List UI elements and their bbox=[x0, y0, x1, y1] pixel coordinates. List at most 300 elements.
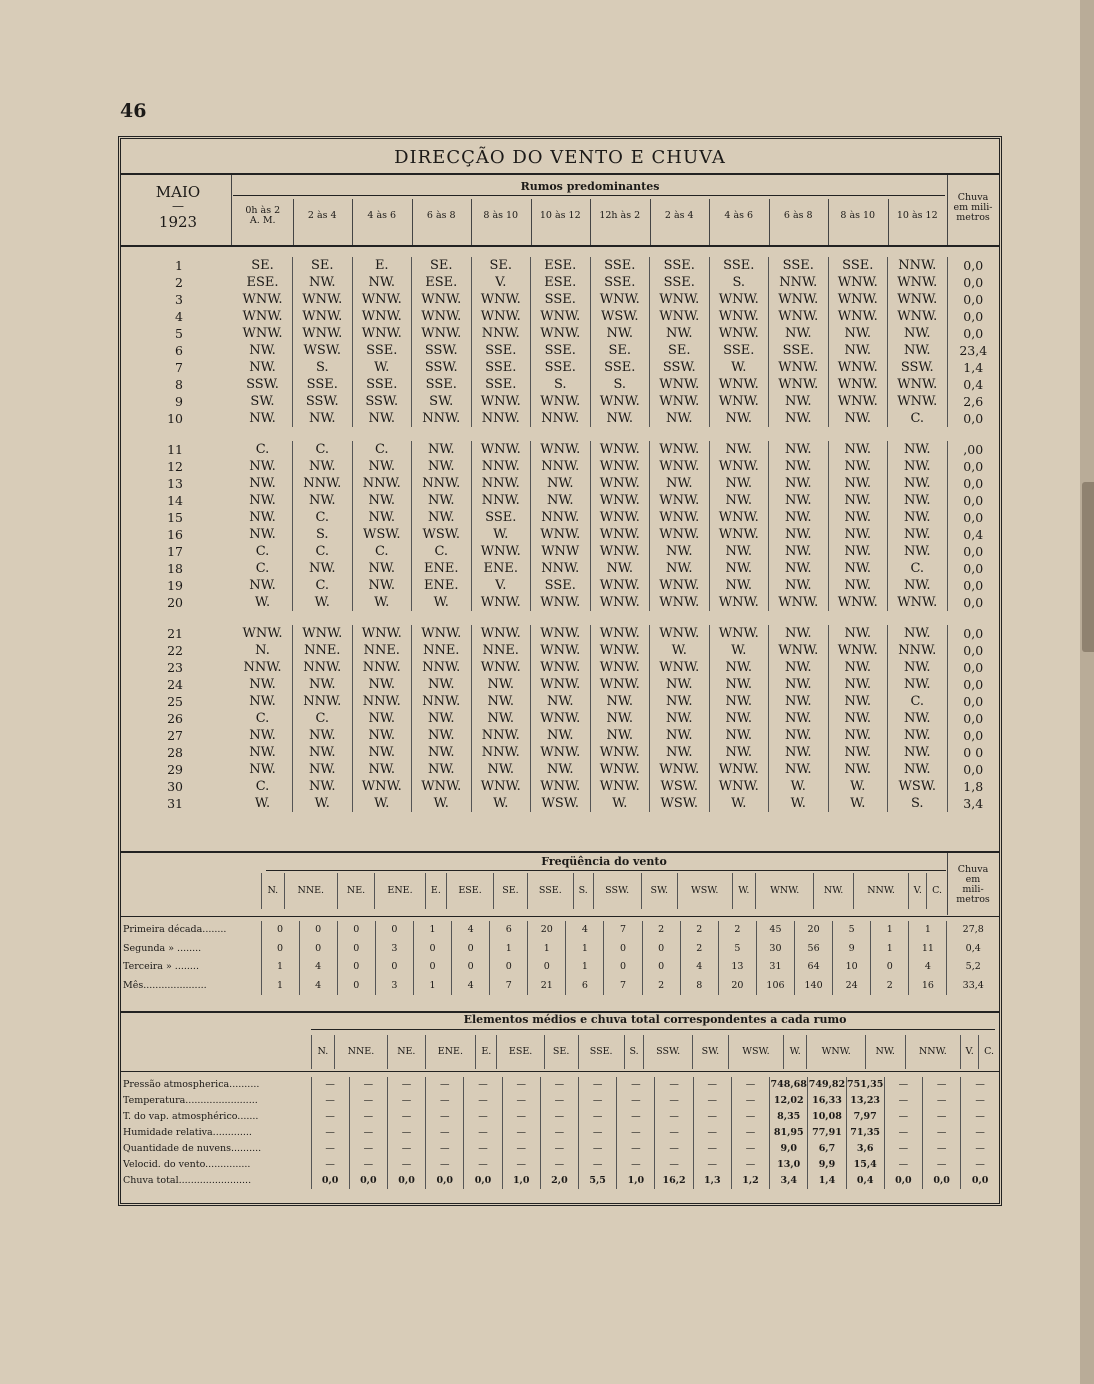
wind-cell: S. bbox=[910, 796, 924, 811]
wind-cell: NW. bbox=[590, 325, 650, 342]
wind-cell: WNW. bbox=[471, 308, 531, 325]
elem-cell: 77,91 bbox=[808, 1125, 846, 1141]
freq-cell: 4 bbox=[452, 977, 490, 996]
freq-dir-header bbox=[261, 873, 947, 909]
wind-cell: NW. bbox=[352, 744, 412, 761]
wind-cell: WNW. bbox=[709, 308, 769, 325]
wind-cell: NW. bbox=[769, 659, 829, 676]
elem-cell: — bbox=[579, 1157, 617, 1173]
wind-cell: WNW. bbox=[531, 676, 591, 693]
wind-cell: NNW. bbox=[531, 560, 591, 577]
wind-cell: NW. bbox=[903, 626, 931, 641]
wind-cell: NW. bbox=[903, 510, 931, 525]
wind-cell: WNW. bbox=[352, 291, 412, 308]
time-header-line: 8 às 10 bbox=[840, 210, 876, 221]
wind-cell: W. bbox=[233, 795, 293, 812]
freq-cell: 1 bbox=[413, 977, 451, 996]
elem-dir-header-cell: SSW. bbox=[644, 1035, 692, 1069]
wind-cell: NW. bbox=[903, 493, 931, 508]
rain-cell: 0,0 bbox=[947, 458, 999, 475]
elem-cell: — bbox=[579, 1125, 617, 1141]
freq-cell: 3 bbox=[375, 977, 413, 996]
elem-label: Velocid. do vento............... bbox=[123, 1159, 251, 1170]
wind-cell: WNW. bbox=[650, 291, 710, 308]
wind-cell: WNW. bbox=[709, 393, 769, 410]
elem-cell: — bbox=[540, 1141, 578, 1157]
wind-cell: W. bbox=[590, 795, 650, 812]
wind-cell: NW. bbox=[828, 676, 888, 693]
elem-cell: — bbox=[426, 1093, 464, 1109]
elem-cell: — bbox=[655, 1077, 693, 1093]
wind-cell: SSE. bbox=[531, 359, 591, 376]
wind-cell: NNW. bbox=[293, 693, 353, 710]
wind-cell: S. bbox=[293, 359, 353, 376]
elem-cell: — bbox=[387, 1125, 425, 1141]
wind-cell: WNW. bbox=[412, 625, 472, 642]
wind-cell: W. bbox=[352, 359, 412, 376]
wind-cell: C. bbox=[412, 543, 472, 560]
table-row bbox=[121, 492, 999, 509]
wind-cell: NW. bbox=[471, 676, 531, 693]
wind-cell: NNW. bbox=[531, 458, 591, 475]
wind-cell: WNW. bbox=[471, 543, 531, 560]
wind-cell: WNW. bbox=[897, 595, 938, 610]
wind-cell: SSE. bbox=[650, 257, 710, 274]
wind-cell: NW. bbox=[650, 676, 710, 693]
wind-cell: SSW. bbox=[233, 376, 293, 393]
rain-cell: 23,4 bbox=[947, 342, 999, 359]
wind-cell: NW. bbox=[352, 710, 412, 727]
time-header-line: 2 às 4 bbox=[307, 210, 337, 221]
time-header bbox=[293, 211, 353, 221]
wind-cell: NNW. bbox=[898, 643, 937, 658]
freq-cell: 4 bbox=[680, 958, 718, 977]
wind-cell: ESE. bbox=[233, 274, 293, 291]
wind-cell: C. bbox=[352, 543, 412, 560]
wind-cell: NW. bbox=[903, 459, 931, 474]
wind-cell: NNW. bbox=[471, 475, 531, 492]
wind-cell: W. bbox=[233, 594, 293, 611]
wind-cell: C. bbox=[233, 560, 293, 577]
wind-cell: NW. bbox=[650, 543, 710, 560]
wind-cell: W. bbox=[471, 526, 531, 543]
wind-cell: WSW. bbox=[293, 342, 353, 359]
wind-cell: W. bbox=[412, 795, 472, 812]
elem-cell: — bbox=[349, 1093, 387, 1109]
elem-cell: 0,0 bbox=[311, 1173, 349, 1189]
wind-cell: WNW. bbox=[709, 325, 769, 342]
elem-cell: 9,0 bbox=[770, 1141, 808, 1157]
time-header-line: 0h às 2 bbox=[245, 205, 281, 216]
elem-cell: — bbox=[884, 1109, 922, 1125]
wind-cell: NW. bbox=[590, 693, 650, 710]
wind-cell: W. bbox=[650, 642, 710, 659]
wind-cell: WNW. bbox=[897, 309, 938, 324]
wind-cell: W. bbox=[293, 594, 353, 611]
wind-cell: C. bbox=[910, 694, 925, 709]
elem-cell: — bbox=[349, 1125, 387, 1141]
wind-cell: NNW. bbox=[471, 458, 531, 475]
elem-row bbox=[121, 1173, 999, 1189]
wind-cell: NNW. bbox=[531, 509, 591, 526]
wind-cell: SSE. bbox=[590, 274, 650, 291]
elem-cell: — bbox=[731, 1077, 769, 1093]
wind-cell: SSE. bbox=[590, 257, 650, 274]
wind-cell: NW. bbox=[352, 676, 412, 693]
rain-cell: 0,0 bbox=[947, 659, 999, 676]
wind-cell: C. bbox=[293, 577, 353, 594]
elem-cell: 0,0 bbox=[349, 1173, 387, 1189]
wind-cell: W. bbox=[352, 594, 412, 611]
freq-cell: 4 bbox=[909, 958, 947, 977]
elem-cell: — bbox=[387, 1077, 425, 1093]
wind-cell: NW. bbox=[828, 458, 888, 475]
freq-cell: 30 bbox=[756, 940, 794, 959]
time-header-line: 12h às 2 bbox=[599, 210, 641, 221]
freq-cell: 0 bbox=[299, 940, 337, 959]
wind-cell: NW. bbox=[709, 693, 769, 710]
freq-cell: 0 bbox=[337, 921, 375, 940]
freq-cell: 1 bbox=[909, 921, 947, 940]
elem-cell: — bbox=[579, 1093, 617, 1109]
wind-cell: NW. bbox=[233, 727, 293, 744]
day-cell: 30 bbox=[167, 779, 183, 794]
table-row bbox=[121, 475, 999, 492]
elem-label: Quantidade de nuvens.......... bbox=[123, 1143, 262, 1154]
wind-cell: WNW. bbox=[650, 458, 710, 475]
wind-cell: S. bbox=[709, 274, 769, 291]
wind-cell: NW. bbox=[828, 577, 888, 594]
wind-cell: S. bbox=[531, 376, 591, 393]
table-row bbox=[121, 441, 999, 458]
day-cell: 4 bbox=[175, 309, 183, 324]
rain-cell: 0,0 bbox=[947, 577, 999, 594]
elem-dir-header-cell: S. bbox=[624, 1035, 644, 1069]
freq-dir-header-cell: SE. bbox=[494, 873, 528, 909]
wind-cell: WNW. bbox=[769, 359, 829, 376]
elem-cell: — bbox=[540, 1093, 578, 1109]
rain-cell: 1,8 bbox=[947, 778, 999, 795]
table-row bbox=[121, 543, 999, 560]
wind-cell: WSW. bbox=[531, 795, 591, 812]
freq-cell: 9 bbox=[833, 940, 871, 959]
wind-cell: SSW. bbox=[650, 359, 710, 376]
wind-cell: NW. bbox=[828, 492, 888, 509]
wind-cell: WNW. bbox=[590, 642, 650, 659]
day-cell: 24 bbox=[167, 677, 183, 692]
time-header bbox=[352, 211, 412, 221]
wind-cell: NW. bbox=[828, 410, 888, 427]
wind-cell: NW. bbox=[293, 492, 353, 509]
table-row bbox=[121, 659, 999, 676]
freq-cell: 0 bbox=[337, 940, 375, 959]
freq-cell: 6 bbox=[490, 921, 528, 940]
freq-cell: 4 bbox=[452, 921, 490, 940]
freq-cell: 0 bbox=[604, 940, 642, 959]
wind-cell: WNW. bbox=[531, 393, 591, 410]
wind-cell: NW. bbox=[769, 509, 829, 526]
elem-cell: — bbox=[311, 1077, 349, 1093]
wind-cell: NW. bbox=[828, 342, 888, 359]
wind-cell: NW. bbox=[293, 676, 353, 693]
rain-cell: 2,6 bbox=[947, 393, 999, 410]
freq-cell: 2 bbox=[680, 921, 718, 940]
wind-cell: C. bbox=[233, 778, 293, 795]
freq-cell: 13 bbox=[718, 958, 756, 977]
table-row bbox=[121, 710, 999, 727]
rain-cell: 0,0 bbox=[947, 543, 999, 560]
wind-cell: ESE. bbox=[412, 274, 472, 291]
wind-cell: NW. bbox=[769, 727, 829, 744]
rain-cell: 0,4 bbox=[947, 376, 999, 393]
wind-cell: NW. bbox=[828, 475, 888, 492]
wind-cell: NW. bbox=[531, 727, 591, 744]
freq-cell: 0 bbox=[490, 958, 528, 977]
wind-cell: SE. bbox=[471, 257, 531, 274]
wind-cell: WNW. bbox=[412, 778, 472, 795]
wind-cell: NW. bbox=[412, 492, 472, 509]
wind-cell: NW. bbox=[531, 761, 591, 778]
day-cell: 6 bbox=[175, 343, 183, 358]
time-header-line: A. M. bbox=[249, 215, 276, 226]
elem-cell: — bbox=[693, 1157, 731, 1173]
wind-cell: NW. bbox=[471, 693, 531, 710]
freq-table bbox=[121, 921, 999, 995]
wind-cell: WNW. bbox=[531, 778, 591, 795]
elem-cell: — bbox=[464, 1141, 502, 1157]
wind-cell: NW. bbox=[828, 560, 888, 577]
rain-cell: 0 0 bbox=[947, 744, 999, 761]
elem-cell: 8,35 bbox=[770, 1109, 808, 1125]
time-header bbox=[650, 211, 710, 221]
rain-cell: 0,0 bbox=[947, 492, 999, 509]
elem-cell: — bbox=[579, 1141, 617, 1157]
freq-cell: 64 bbox=[795, 958, 833, 977]
table-row bbox=[121, 642, 999, 659]
wind-cell: NW. bbox=[531, 693, 591, 710]
wind-cell: WNW. bbox=[769, 291, 829, 308]
wind-cell: WNW. bbox=[828, 291, 888, 308]
rain-cell: 3,4 bbox=[947, 795, 999, 812]
wind-cell: WNW. bbox=[828, 274, 888, 291]
wind-cell: WNW. bbox=[233, 291, 293, 308]
elem-dir-header-cell: W. bbox=[783, 1035, 806, 1069]
wind-cell: NNE. bbox=[352, 642, 412, 659]
wind-cell: WNW. bbox=[471, 393, 531, 410]
wind-cell: WNW. bbox=[828, 376, 888, 393]
elements-dir-header bbox=[311, 1035, 999, 1069]
wind-cell: NW. bbox=[769, 325, 829, 342]
wind-cell: NW. bbox=[233, 359, 293, 376]
elem-cell: — bbox=[540, 1125, 578, 1141]
elem-cell: — bbox=[426, 1157, 464, 1173]
elem-cell: — bbox=[579, 1077, 617, 1093]
table-row bbox=[121, 594, 999, 611]
table-row bbox=[121, 625, 999, 642]
elem-dir-header-cell: ESE. bbox=[497, 1035, 544, 1069]
freq-rain-cell: 5,2 bbox=[947, 958, 999, 977]
wind-cell: WNW. bbox=[769, 376, 829, 393]
wind-cell: NW. bbox=[352, 492, 412, 509]
wind-cell: NW. bbox=[352, 458, 412, 475]
elem-dir-header-cell: ENE. bbox=[425, 1035, 476, 1069]
elem-cell: 2,0 bbox=[540, 1173, 578, 1189]
elem-cell: 0,0 bbox=[464, 1173, 502, 1189]
wind-cell: NW. bbox=[903, 343, 931, 358]
wind-cell: W. bbox=[709, 642, 769, 659]
wind-cell: E. bbox=[352, 257, 412, 274]
elem-cell: — bbox=[426, 1077, 464, 1093]
elem-cell: 0,0 bbox=[387, 1173, 425, 1189]
day-cell: 5 bbox=[175, 326, 183, 341]
rain-cell: 0,0 bbox=[947, 257, 999, 274]
freq-rain-cell: 27,8 bbox=[947, 921, 999, 940]
rain-cell: 0,0 bbox=[947, 560, 999, 577]
table-frame bbox=[118, 136, 1002, 1206]
freq-cell: 2 bbox=[642, 977, 680, 996]
elem-cell: — bbox=[884, 1077, 922, 1093]
wind-cell: WNW. bbox=[590, 577, 650, 594]
wind-cell: NW. bbox=[903, 442, 931, 457]
elem-cell: 1,3 bbox=[693, 1173, 731, 1189]
wind-cell: WNW. bbox=[828, 393, 888, 410]
wind-cell: NW. bbox=[828, 693, 888, 710]
wind-cell: WNW. bbox=[828, 359, 888, 376]
elem-cell: — bbox=[426, 1109, 464, 1125]
freq-cell: 4 bbox=[299, 958, 337, 977]
wind-cell: NNW. bbox=[769, 274, 829, 291]
elem-dir-header-cell: NNE. bbox=[334, 1035, 387, 1069]
freq-cell: 0 bbox=[604, 958, 642, 977]
freq-label: Mês..................... bbox=[123, 979, 207, 991]
freq-label: Primeira década........ bbox=[123, 924, 227, 936]
wind-cell: WNW. bbox=[531, 594, 591, 611]
elem-cell: 751,35 bbox=[846, 1077, 884, 1093]
elem-cell: — bbox=[311, 1157, 349, 1173]
freq-cell: 11 bbox=[909, 940, 947, 959]
wind-cell: NW. bbox=[828, 761, 888, 778]
wind-cell: WNW. bbox=[531, 441, 591, 458]
elem-cell: — bbox=[387, 1157, 425, 1173]
elem-cell: — bbox=[884, 1093, 922, 1109]
wind-cell: WNW. bbox=[650, 441, 710, 458]
freq-rain-cell: 0,4 bbox=[947, 940, 999, 959]
freq-rain-header-line: em bbox=[965, 874, 981, 885]
table-row bbox=[121, 693, 999, 710]
rain-cell: 0,0 bbox=[947, 693, 999, 710]
time-header bbox=[709, 211, 769, 221]
wind-cell: NW. bbox=[903, 728, 931, 743]
wind-cell: NW. bbox=[769, 625, 829, 642]
year-label: 1923 bbox=[158, 213, 198, 231]
wind-cell: NW. bbox=[650, 744, 710, 761]
wind-cell: NW. bbox=[903, 544, 931, 559]
freq-cell: 106 bbox=[756, 977, 794, 996]
wind-cell: NW. bbox=[412, 441, 472, 458]
rain-cell: 0,0 bbox=[947, 625, 999, 642]
wind-cell: WNW. bbox=[709, 594, 769, 611]
elem-cell: 6,7 bbox=[808, 1141, 846, 1157]
elem-cell: — bbox=[349, 1077, 387, 1093]
wind-cell: NNW. bbox=[352, 693, 412, 710]
freq-dir-header-cell: W. bbox=[732, 873, 755, 909]
day-cell: 2 bbox=[175, 275, 183, 290]
freq-dir-header-cell: NW. bbox=[814, 873, 853, 909]
elem-cell: — bbox=[617, 1141, 655, 1157]
elem-cell: — bbox=[655, 1093, 693, 1109]
wind-cell: W. bbox=[769, 778, 829, 795]
day-cell: 11 bbox=[167, 442, 183, 457]
wind-cell: WNW. bbox=[650, 393, 710, 410]
elem-cell: — bbox=[387, 1141, 425, 1157]
elem-cell: — bbox=[502, 1125, 540, 1141]
wind-cell: SSW. bbox=[412, 342, 472, 359]
wind-cell: NW. bbox=[293, 458, 353, 475]
wind-cell: ENE. bbox=[471, 560, 531, 577]
wind-cell: NNW. bbox=[898, 258, 937, 273]
wind-cell: NNW. bbox=[471, 727, 531, 744]
elem-cell: — bbox=[923, 1125, 961, 1141]
elem-cell: — bbox=[961, 1093, 999, 1109]
wind-cell: NNE. bbox=[471, 642, 531, 659]
wind-cell: NW. bbox=[709, 676, 769, 693]
wind-cell: WNW. bbox=[590, 526, 650, 543]
month-label: MAIO bbox=[155, 183, 201, 201]
freq-cell: 1 bbox=[871, 921, 909, 940]
wind-cell: NW. bbox=[709, 410, 769, 427]
rain-cell: 1,4 bbox=[947, 359, 999, 376]
rain-cell: 0,0 bbox=[947, 642, 999, 659]
freq-cell: 8 bbox=[680, 977, 718, 996]
wind-cell: NW. bbox=[769, 441, 829, 458]
wind-cell: NW. bbox=[233, 676, 293, 693]
freq-cell: 140 bbox=[795, 977, 833, 996]
time-header-line: 6 às 8 bbox=[783, 210, 813, 221]
wind-cell: WNW. bbox=[471, 778, 531, 795]
freq-cell: 6 bbox=[566, 977, 604, 996]
rain-cell: 0,0 bbox=[947, 308, 999, 325]
elem-cell: 15,4 bbox=[846, 1157, 884, 1173]
wind-cell: WNW. bbox=[233, 625, 293, 642]
wind-cell: NW. bbox=[709, 744, 769, 761]
freq-cell: 16 bbox=[909, 977, 947, 996]
elem-cell: 5,5 bbox=[579, 1173, 617, 1189]
wind-cell: WNW. bbox=[412, 291, 472, 308]
day-cell: 21 bbox=[167, 626, 183, 641]
freq-dir-header-cell: NE. bbox=[337, 873, 374, 909]
wind-cell: W. bbox=[828, 778, 888, 795]
freq-rain-header-line: mili- bbox=[962, 884, 984, 895]
wind-cell: SE. bbox=[293, 257, 353, 274]
wind-cell: NW. bbox=[590, 727, 650, 744]
wind-cell: NW. bbox=[709, 543, 769, 560]
wind-cell: WNW. bbox=[590, 543, 650, 560]
wind-cell: NW. bbox=[769, 693, 829, 710]
elem-cell: — bbox=[502, 1109, 540, 1125]
wind-cell: W. bbox=[293, 795, 353, 812]
freq-cell: 1 bbox=[413, 921, 451, 940]
wind-cell: WNW. bbox=[531, 625, 591, 642]
elem-cell: — bbox=[540, 1109, 578, 1125]
wind-cell: NW. bbox=[828, 744, 888, 761]
freq-dir-header-cell: NNE. bbox=[284, 873, 337, 909]
day-cell: 15 bbox=[167, 510, 183, 525]
freq-cell: 1 bbox=[566, 958, 604, 977]
wind-cell: NW. bbox=[233, 458, 293, 475]
elem-cell: — bbox=[961, 1157, 999, 1173]
wind-cell: WSW. bbox=[412, 526, 472, 543]
wind-cell: WNW. bbox=[897, 377, 938, 392]
